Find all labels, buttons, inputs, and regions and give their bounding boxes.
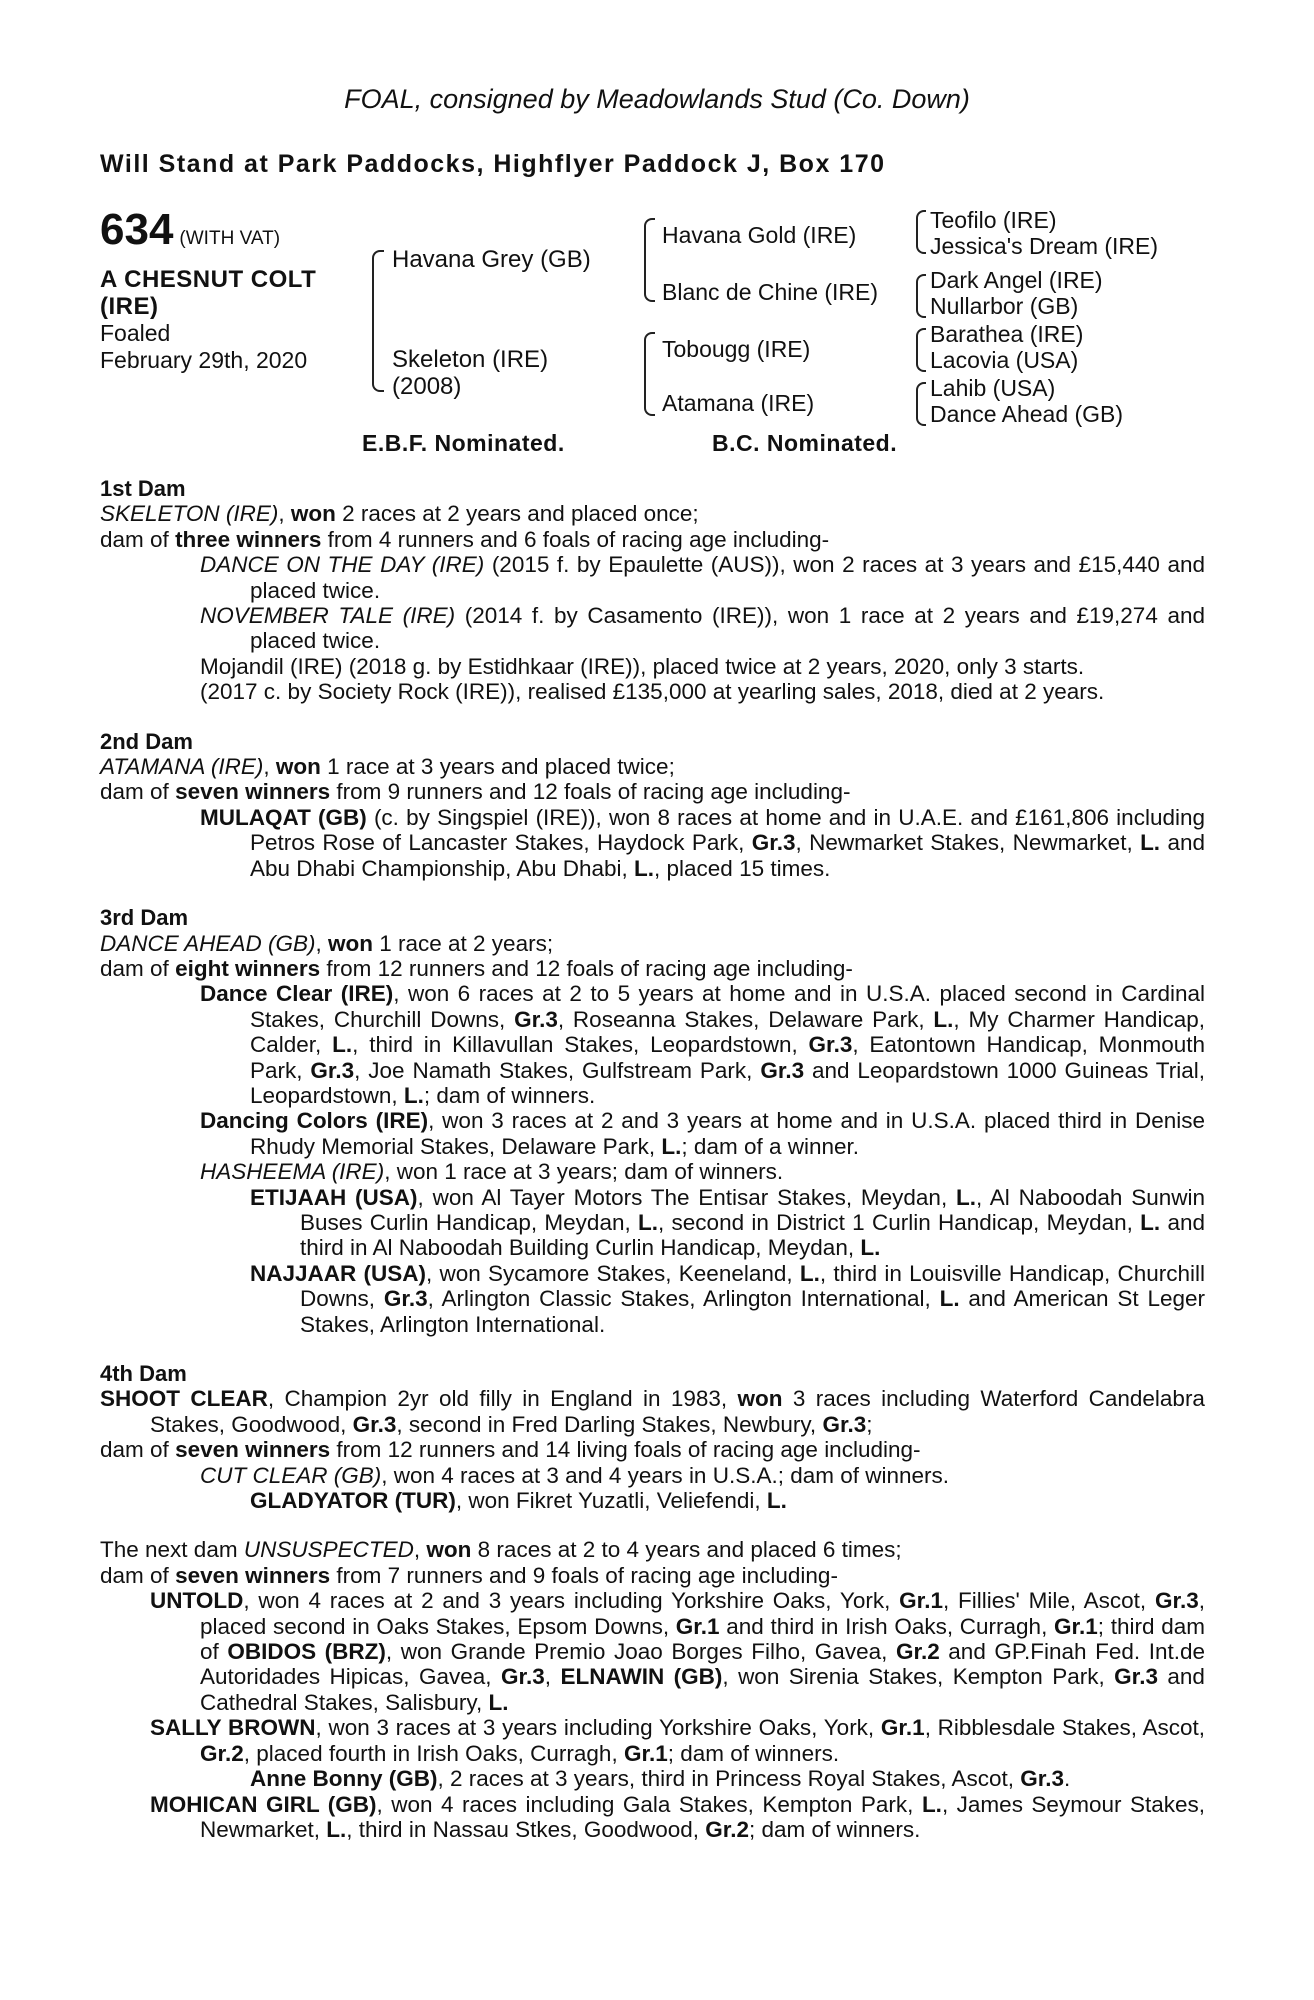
list-item xyxy=(200,603,1205,654)
vat-label: (WITH VAT) xyxy=(179,228,281,249)
dam-name: UNSUSPECTED xyxy=(243,1537,414,1563)
won-label: won xyxy=(275,754,321,780)
race-record: ; xyxy=(866,1411,873,1437)
listed: L. xyxy=(939,1286,960,1312)
punct: . xyxy=(1064,1766,1071,1792)
dam-of-label: dam of xyxy=(100,1437,169,1463)
second-dam-section xyxy=(100,729,1205,881)
horse-record: , James Seymour Stakes, Newmarket, xyxy=(200,1791,1205,1842)
horse-record: , Arlington Classic Stakes, Arlington International, xyxy=(427,1286,931,1312)
grade: Gr.1 xyxy=(623,1740,668,1766)
dam-brace xyxy=(372,330,384,392)
list-item xyxy=(250,1261,1205,1337)
horse-record: , second in District 1 Curlin Handicap, Meydan, xyxy=(658,1209,1133,1235)
list-item xyxy=(250,1185,1205,1261)
horse-name: NOVEMBER TALE (IRE) xyxy=(200,603,456,629)
grade: Gr.1 xyxy=(899,1588,943,1614)
horse-record: , Roseanna Stakes, Delaware Park, xyxy=(557,1006,925,1032)
sd-brace-lower xyxy=(916,296,926,318)
foaled-label: Foaled xyxy=(100,320,171,346)
section-title: 4th Dam xyxy=(100,1361,187,1386)
listed: L. xyxy=(661,1133,682,1159)
pedigree-sire-sire: Havana Gold (IRE) xyxy=(662,222,857,248)
pedigree-dam-dam: Atamana (IRE) xyxy=(662,390,815,416)
horse-record: , won 3 races at 2 and 3 years at home and in U.S.A. placed third in Denise Rhudy Memorial Stakes, Delaware Park, xyxy=(250,1108,1205,1159)
horse-name: GLADYATOR (TUR) xyxy=(250,1488,456,1514)
horse-record: and third in Al Naboodah Building Curlin Handicap, Meydan, xyxy=(300,1209,1205,1261)
list-item xyxy=(200,654,1205,679)
listed: L. xyxy=(1140,830,1161,856)
horse-record: , won 4 races at 3 and 4 years in U.S.A.; dam of winners. xyxy=(381,1462,950,1488)
section-title: 3rd Dam xyxy=(100,905,189,931)
ds-brace-lower xyxy=(916,350,926,372)
grade: Gr.2 xyxy=(895,1639,940,1665)
grade: Gr.2 xyxy=(705,1816,750,1842)
produce-summary xyxy=(100,1437,1205,1462)
listed: L. xyxy=(488,1689,509,1715)
list-item xyxy=(150,1715,1205,1766)
listed: L. xyxy=(634,855,655,881)
pedigree-sd-dam: Nullarbor (GB) xyxy=(930,293,1079,319)
dam-name: ATAMANA (IRE) xyxy=(100,754,264,780)
horse-name: Anne Bonny (GB) xyxy=(250,1766,438,1792)
list-item xyxy=(200,552,1205,603)
section-title: 2nd Dam xyxy=(100,728,193,754)
list-item xyxy=(150,1588,1205,1715)
lot-description: A CHESNUT COLT xyxy=(100,266,317,293)
grade: Gr.3 xyxy=(822,1411,867,1437)
punct: , xyxy=(544,1664,552,1690)
horse-record: , won Fikret Yuzatli, Veliefendi, xyxy=(455,1488,761,1514)
race-record: 2 races at 2 years and placed once; xyxy=(342,501,699,527)
grade: Gr.3 xyxy=(1154,1588,1199,1614)
grade: Gr.3 xyxy=(310,1057,355,1083)
listed: L. xyxy=(1140,1209,1161,1235)
horse-record: (2014 f. by Casamento (IRE)), won 1 race at 2 years and £19,274 and placed twice. xyxy=(250,603,1205,654)
horse-record: Mojandil (IRE) (2018 g. by Estidhkaar (IRE)), placed twice at 2 years, 2020, only 3 starts. xyxy=(200,653,1085,679)
won-label: won xyxy=(290,501,336,527)
horse-record: , won Sirenia Stakes, Kempton Park, xyxy=(722,1664,1105,1690)
produce-detail: from 12 runners and 12 foals of racing age including- xyxy=(326,955,853,981)
horse-record: ; dam of a winner. xyxy=(681,1133,860,1159)
pedigree-ss-dam: Jessica's Dream (IRE) xyxy=(930,233,1159,259)
grade: Gr.3 xyxy=(1020,1766,1065,1792)
dam-name: SKELETON (IRE) xyxy=(100,501,279,527)
horse-record: , 2 races at 3 years, third in Princess Royal Stakes, Ascot, xyxy=(437,1766,1014,1792)
winners-count: seven winners xyxy=(175,1562,331,1588)
won-label: won xyxy=(327,930,373,956)
lot-description-origin: (IRE) xyxy=(100,293,159,320)
horse-record: , won 3 races at 3 years including Yorkshire Oaks, York, xyxy=(315,1715,875,1741)
dam-dam-brace xyxy=(644,376,655,416)
horse-record: and Abu Dhabi Championship, Abu Dhabi, xyxy=(250,830,1205,881)
listed: L. xyxy=(403,1082,424,1108)
stabling-location: Will Stand at Park Paddocks, Highflyer Paddock J, Box 170 xyxy=(100,150,886,178)
listed: L. xyxy=(326,1816,347,1842)
horse-name: MOHICAN GIRL (GB) xyxy=(150,1791,377,1817)
pedigree-sire: Havana Grey (GB) xyxy=(392,246,591,273)
dam-sire-brace xyxy=(644,332,655,378)
horse-record: and third in Irish Oaks, Curragh, xyxy=(726,1613,1048,1639)
grade: Gr.1 xyxy=(675,1613,720,1639)
race-record: , second in Fred Darling Stakes, Newbury, xyxy=(396,1411,817,1437)
sire-brace xyxy=(372,250,384,332)
list-item xyxy=(250,1488,1205,1513)
horse-name: DANCE ON THE DAY (IRE) xyxy=(200,552,485,578)
listed: L. xyxy=(860,1235,881,1261)
winners-count: seven winners xyxy=(175,1437,331,1463)
race-record: , Champion 2yr old filly in England in 1983, xyxy=(267,1386,728,1412)
grade: Gr.1 xyxy=(880,1715,925,1741)
section-title: 1st Dam xyxy=(100,476,186,501)
sd-brace xyxy=(916,274,926,298)
next-dam-section xyxy=(100,1537,1205,1842)
ebf-nomination: E.B.F. Nominated. xyxy=(362,430,565,456)
grade: Gr.3 xyxy=(751,830,796,856)
listed: L. xyxy=(332,1032,353,1058)
dd-brace-lower xyxy=(916,404,926,426)
lot-number: 634 xyxy=(100,205,174,254)
horse-record: , My Charmer Handicap, Calder, xyxy=(250,1006,1205,1058)
horse-record: ; dam of winners. xyxy=(667,1740,840,1766)
dam-of-label: dam of xyxy=(100,955,169,981)
ss-brace-lower xyxy=(916,232,926,254)
horse-record: , won 1 race at 3 years; dam of winners. xyxy=(384,1159,784,1185)
horse-record: (2015 f. by Epaulette (AUS)), won 2 races at 3 years and £15,440 and placed twice. xyxy=(250,552,1205,603)
horse-record: , placed fourth in Irish Oaks, Curragh, xyxy=(243,1740,618,1766)
list-item xyxy=(200,805,1205,881)
winners-count: three winners xyxy=(175,526,322,552)
horse-record: (2017 c. by Society Rock (IRE)), realised £135,000 at yearling sales, 2018, died at 2 years. xyxy=(200,679,1105,705)
horse-name: MULAQAT (GB) xyxy=(200,804,367,830)
grade: Gr.3 xyxy=(383,1286,428,1312)
horse-record: , third in Louisville Handicap, Churchill Downs, xyxy=(300,1260,1205,1312)
list-item xyxy=(200,679,1205,704)
horse-name: OBIDOS (BRZ) xyxy=(227,1639,386,1665)
horse-record: (c. by Singspiel (IRE)), won 8 races at home and in U.A.E. and £161,806 including Petros Rose of Lancaster Stakes, Haydock Park, xyxy=(250,804,1205,856)
race-record: 1 race at 3 years and placed twice; xyxy=(327,754,675,780)
list-item xyxy=(250,1766,1205,1791)
horse-record: and Cathedral Stakes, Salisbury, xyxy=(200,1664,1205,1715)
consignment-title: FOAL, consigned by Meadowlands Stud (Co. Down) xyxy=(344,84,970,114)
horse-name: UNTOLD xyxy=(150,1588,244,1614)
dam-of-label: dam of xyxy=(100,1562,169,1588)
produce-summary xyxy=(100,779,1205,804)
race-record: 1 race at 2 years; xyxy=(379,930,554,956)
horse-record: ; dam of winners. xyxy=(423,1082,596,1108)
produce-detail: from 9 runners and 12 foals of racing age including- xyxy=(336,779,851,805)
listed: L. xyxy=(956,1184,976,1210)
dd-brace xyxy=(916,382,926,406)
horse-record: , third in Killavullan Stakes, Leopardstown, xyxy=(352,1032,798,1058)
dam-of-label: dam of xyxy=(100,779,169,805)
winners-count: eight winners xyxy=(175,955,321,981)
sire-dam-brace xyxy=(644,262,655,302)
horse-record: and GP.Finah Fed. Int.de Autoridades Hipicas, Gavea, xyxy=(200,1639,1205,1690)
punct: , xyxy=(413,1537,421,1563)
horse-name: CUT CLEAR (GB) xyxy=(200,1462,382,1488)
fourth-dam-section xyxy=(100,1361,1205,1513)
ds-brace xyxy=(916,328,926,352)
ss-brace xyxy=(916,210,926,234)
dam-name: SHOOT CLEAR xyxy=(100,1386,268,1412)
first-dam-section xyxy=(100,476,1205,705)
grade: Gr.3 xyxy=(352,1411,397,1437)
horse-record: , Eatontown Handicap, Monmouth Park, xyxy=(250,1032,1205,1083)
listed: L. xyxy=(766,1488,787,1514)
pedigree-ss-sire: Teofilo (IRE) xyxy=(930,207,1057,233)
list-item xyxy=(200,1463,1205,1488)
horse-name: ELNAWIN (GB) xyxy=(560,1664,723,1690)
dam-record xyxy=(100,1537,1205,1562)
list-item xyxy=(200,1159,1205,1184)
produce-summary xyxy=(100,1563,1205,1588)
dam-record: SKELETON (IRE), won 2 races at 2 years and placed once; xyxy=(100,501,699,527)
horse-record: , placed second in Oaks Stakes, Epsom Downs, xyxy=(200,1588,1205,1639)
race-record: 3 races including Waterford Candelabra Stakes, Goodwood, xyxy=(150,1386,1205,1437)
list-item xyxy=(200,981,1205,1108)
horse-record: , won Sycamore Stakes, Keeneland, xyxy=(426,1260,793,1286)
pedigree-dd-dam: Dance Ahead (GB) xyxy=(930,401,1124,427)
horse-record: ; dam of winners. xyxy=(749,1816,921,1842)
pedigree-ds-sire: Barathea (IRE) xyxy=(930,321,1084,347)
bc-nomination: B.C. Nominated. xyxy=(712,430,898,456)
won-label: won xyxy=(737,1386,783,1412)
horse-record: , won Grande Premio Joao Borges Filho, Gavea, xyxy=(385,1639,888,1665)
produce-record xyxy=(100,476,1205,1842)
grade: Gr.2 xyxy=(200,1740,244,1766)
listed: L. xyxy=(638,1209,659,1235)
grade: Gr.3 xyxy=(808,1032,853,1058)
grade: Gr.3 xyxy=(500,1664,545,1690)
horse-record: and Leopardstown 1000 Guineas Trial, Leopardstown, xyxy=(250,1057,1205,1108)
pedigree-dam-sire: Tobougg (IRE) xyxy=(662,336,811,362)
listed: L. xyxy=(933,1006,954,1032)
sire-sire-brace xyxy=(644,218,655,264)
grade: Gr.3 xyxy=(1114,1664,1158,1690)
listed: L. xyxy=(799,1260,820,1286)
pedigree-ds-dam: Lacovia (USA) xyxy=(930,347,1079,373)
list-item xyxy=(200,1108,1205,1159)
grade: Gr.1 xyxy=(1054,1613,1098,1639)
grade: Gr.3 xyxy=(760,1057,805,1083)
dam-record xyxy=(100,1386,1205,1437)
race-record: 8 races at 2 to 4 years and placed 6 times; xyxy=(477,1537,902,1563)
horse-record: , Fillies' Mile, Ascot, xyxy=(942,1588,1147,1614)
produce-detail: from 12 runners and 14 living foals of racing age including- xyxy=(336,1437,921,1463)
winners-count: seven winners xyxy=(175,779,331,805)
pedigree-sire-dam: Blanc de Chine (IRE) xyxy=(662,279,879,305)
produce-summary xyxy=(100,527,1205,552)
horse-record: and American St Leger Stakes, Arlington International. xyxy=(300,1286,1205,1337)
horse-name: HASHEEMA (IRE) xyxy=(200,1159,385,1185)
horse-record: , Newmarket Stakes, Newmarket, xyxy=(795,830,1133,856)
horse-record: , won 4 races including Gala Stakes, Kempton Park, xyxy=(376,1791,914,1817)
listed: L. xyxy=(921,1791,942,1817)
won-label: won xyxy=(426,1537,472,1563)
horse-record: , Joe Namath Stakes, Gulfstream Park, xyxy=(354,1057,753,1083)
pedigree-dam-year: (2008) xyxy=(392,373,462,400)
horse-name: ETIJAAH (USA) xyxy=(250,1184,418,1210)
horse-record: , Al Naboodah Sunwin Buses Curlin Handicap, Meydan, xyxy=(300,1184,1205,1235)
horse-name: SALLY BROWN xyxy=(150,1715,316,1741)
dam-name: DANCE AHEAD (GB) xyxy=(100,930,316,956)
grade: Gr.3 xyxy=(514,1006,558,1032)
horse-name: Dance Clear (IRE) xyxy=(200,981,394,1007)
horse-record: , Ribblesdale Stakes, Ascot, xyxy=(924,1715,1205,1741)
pedigree-dd-sire: Lahib (USA) xyxy=(930,375,1056,401)
horse-name: NAJJAAR (USA) xyxy=(250,1260,426,1286)
produce-detail: from 4 runners and 6 foals of racing age including- xyxy=(327,526,830,552)
horse-record: ; third dam of xyxy=(200,1613,1205,1665)
pedigree-sd-sire: Dark Angel (IRE) xyxy=(930,267,1103,293)
foaled-date: February 29th, 2020 xyxy=(100,347,308,373)
horse-record: , won Al Tayer Motors The Entisar Stakes, Meydan, xyxy=(417,1184,948,1210)
dam-record: ATAMANA (IRE), won 1 race at 3 years and placed twice; xyxy=(100,754,675,780)
horse-record: , third in Nassau Stkes, Goodwood, xyxy=(346,1816,699,1842)
horse-name: Dancing Colors (IRE) xyxy=(200,1108,429,1134)
produce-summary xyxy=(100,956,1205,981)
dam-record: DANCE AHEAD (GB), won 1 race at 2 years; xyxy=(100,930,554,956)
horse-record: , won 4 races at 2 and 3 years including Yorkshire Oaks, York, xyxy=(243,1588,891,1614)
list-item xyxy=(150,1792,1205,1843)
pedigree-dam: Skeleton (IRE) xyxy=(392,346,549,373)
horse-record: , won 6 races at 2 to 5 years at home and in U.S.A. placed second in Cardinal Stakes, Churchill Downs, xyxy=(250,981,1205,1032)
next-dam-label: The next dam xyxy=(100,1537,238,1563)
horse-record: , placed 15 times. xyxy=(654,855,831,881)
dam-of-label: dam of xyxy=(100,526,169,552)
produce-detail: from 7 runners and 9 foals of racing age including- xyxy=(336,1562,838,1588)
lot-number-block xyxy=(100,205,280,255)
third-dam-section xyxy=(100,905,1205,1337)
